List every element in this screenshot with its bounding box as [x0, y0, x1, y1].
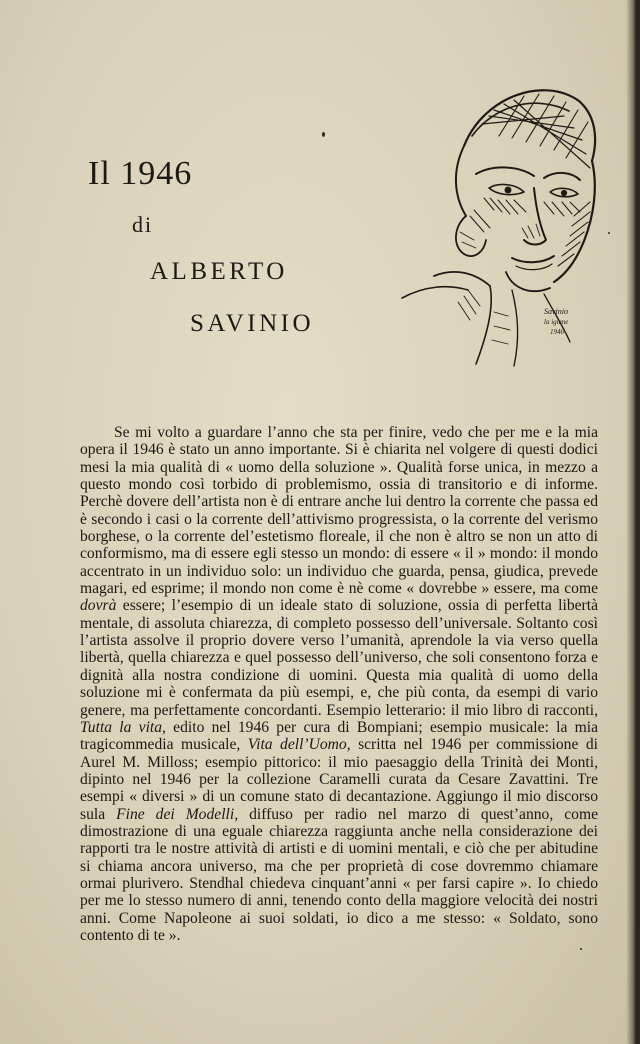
text-run: essere; l’esempio di un ideale stato di soluzione, ossia di perfetta libertà mentale, di assoluta chiarezza, di completo possesso dell’universale. Soltanto così l’artista assolve il proprio dovere verso l’umanità, aprendole la via verso quella libertà, quella chiarezza e quel possesso dell’universo, che soli consentono forza e dignità alla nostra condizione di uomini. Questa mia qualità di uomo della soluzione mi è confermata da più esempi, e, che più conta, da esempi di vario genere, ma perfettamente concordanti. Esempio letterario: il mio libro di racconti,: [80, 597, 598, 719]
text-run: diffuso per radio nel marzo di quest’anno, come dimostrazione di una eguale chiarezza raggiunta anche nella considerazione dei rapporti tra le nostre attività di artisti e di uomini mentali, e ciò che per abitudine si chiama ancora universo, ma che per proprietà di cose dovremmo chiamare ormai plurivero. Stendhal chiedeva cinquant’anni « per farsi capire ». Io chiedo per me lo stesso numero di anni, tenendo conto della maggiore velocità dei nostri anni. Come Napoleone ai suoi soldati, io dico a me stesso: « Soldato, sono contento di te ».: [80, 805, 598, 944]
author-last-name: SAVINIO: [190, 310, 315, 337]
italic-title-run: Fine dei Modelli,: [116, 805, 239, 823]
article-title: Il 1946: [88, 155, 193, 192]
text-run: Se mi volto a guardare l’anno che sta per finire, vedo che per me e la mia opera il 1946 è stato un anno importante. Si è chiarita nel volgere di questi dodici mesi la mia qualità di « uomo della soluzione ». Qualità forse unica, in mezzo a questo mondo così torbido di problemismo, ossia di transitorio e di informe. Perchè dovere dell’artista non è di entrare anche lui dentro la corrente che passa ed è secondo i casi o la corrente dell’attivismo progressista, o la corrente del verismo borghese, o la corrente del’estetismo floreale, il che non è altro se non un atto di conformismo, ma di essere egli stesso un mondo: di essere « il » mondo: il mondo accentrato in un individuo solo: un individuo che guarda, pensa, giudica, prevede magari, ed esprime; il mondo non come è nè come « dovrebbe » essere, ma come: [80, 424, 598, 598]
article-body: [80, 424, 598, 944]
byline-di: di: [132, 212, 154, 237]
signature-line-3: 1946: [550, 328, 564, 336]
signature-line-1: Savinio: [544, 307, 568, 316]
italic-title-run: dovrà: [80, 597, 117, 615]
author-first-name: ALBERTO: [150, 258, 288, 285]
signature-line-2: la igiene: [544, 318, 569, 326]
print-speck: [608, 232, 610, 234]
text-run: edito nel 1946 per cura di Bompiani; esempio musicale: la mia tragicommedia musicale,: [80, 718, 599, 754]
italic-title-run: Tutta la vita,: [80, 718, 166, 736]
text-run: scritta nel 1946 per commissione di Aurel M. Milloss; esempio pittorico: il mio paesaggio della Trinità dei Monti, dipinto nel 1946 per la collezione Caramelli curata da Cesare Zavattini. Tre esempi « diversi » di un comune stato di decantazione. Aggiungo il mio discorso sula: [80, 736, 598, 823]
print-speck: [322, 132, 325, 137]
italic-title-run: Vita dell’Uomo,: [247, 736, 351, 754]
print-speck: [580, 948, 582, 950]
self-portrait-sketch-icon: [394, 76, 614, 376]
page-edge-shadow: [626, 0, 636, 1044]
